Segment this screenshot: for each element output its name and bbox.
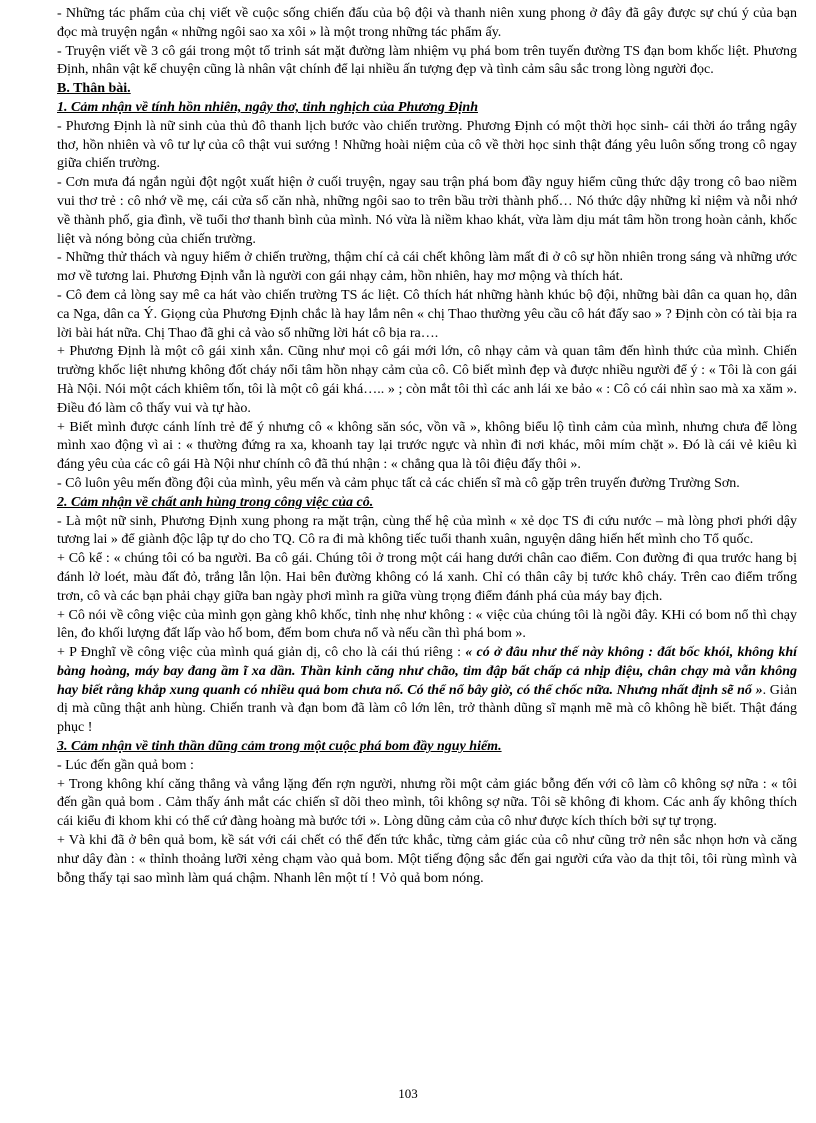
paragraph: - Là một nữ sinh, Phương Định xung phong ra mặt trận, cùng thế hệ của mình « xẻ dọc TS đi cứu nước – mà lòng phơi phới dậy tương lai » để giành độc lập tự do cho TQ. Cô ra đi mà không tiếc tuổi thanh xuân, nguyện dâng hiến hết mình cho Tổ quốc. (57, 513, 797, 548)
paragraph: - Những tác phẩm của chị viết về cuộc sống chiến đấu của bộ đội và thanh niên xung phong ở đây đã gây được sự chú ý của bạn đọc mà truyện ngắn « những ngôi sao xa xôi » là một trong những tác phẩm ấy. (57, 6, 797, 40)
paragraph: - Cô đem cả lòng say mê ca hát vào chiến trường TS ác liệt. Cô thích hát những hành khúc bộ đội, những bài dân ca quan họ, dân ca Nga, dân ca Ý. Giọng của Phương Định chắc là hay lắm nên « chị Thao thường yêu cầu cô hát đấy sao » ? Định còn có tài bịa ra lời bài hát nữa. Chị Thao đã ghi cả vào sổ những lời hát cô bịa ra…. (57, 287, 797, 341)
page-number: 103 (398, 1086, 418, 1101)
paragraph: - Cô luôn yêu mến đồng đội của mình, yêu mến và cảm phục tất cả các chiến sĩ mà cô gặp trên truyến đường Trường Sơn. (57, 475, 740, 491)
paragraph: + Cô kể : « chúng tôi có ba người. Ba cô gái. Chúng tôi ở trong một cái hang dưới chân cao điểm. Con đường đi qua trước hang bị đánh lở loét, màu đất đỏ, trắng lẫn lộn. Hai bên đường không có lá xanh. Chỉ có thân cây bị tước khô cháy. Trên cao điểm trống trơn, cô và các bạn phải chạy giữa ban ngày phơi mình ra giữa vùng trọng điểm đánh phá của máy bay địch. (57, 551, 797, 604)
paragraph: - Phương Định là nữ sinh của thủ đô thanh lịch bước vào chiến trường. Phương Định có một thời học sinh- cái thời áo trắng ngây thơ, hồn nhiên và vô tư lự của cô thật vui sướng ! Những hoài niệm của cô về thời học sinh thật đáng yêu luôn sống trong cô ngay giữa chiến trường. (57, 118, 797, 172)
paragraph: - Truyện viết về 3 cô gái trong một tổ trinh sát mặt đường làm nhiệm vụ phá bom trên tuyến đường TS đạn bom khốc liệt. Phương Định, nhân vật kể chuyện cũng là nhân vật chính để lại nhiều ấn tượng đẹp và tình cảm sâu sắc trong lòng người đọc. (57, 43, 797, 78)
paragraph: - Những thử thách và nguy hiểm ở chiến trường, thậm chí cả cái chết không làm mất đi ở cô sự hồn nhiên trong sáng và những ước mơ về tương lai. Phương Định vẫn là người con gái nhạy cảm, hồn nhiên, hay mơ mộng và thích hát. (57, 250, 797, 285)
subsection-heading: 1. Cảm nhận về tính hồn nhiên, ngây thơ, tinh nghịch của Phương Định (57, 99, 478, 115)
quoted-emphasis: « có ở đâu như thế này không : đất bốc khói, không khí bàng hoàng, máy bay đang ầm ĩ xa dần. Thần kinh căng như chão, tim đập bất chấp cả nhịp điệu, chân chạy mà vẫn không hay biết rằng khắp xung quanh có nhiều quả bom chưa nổ. Có thể nổ bây giờ, có thể chốc nữa. Nhưng nhất định sẽ nổ » (57, 645, 798, 698)
paragraph-tail: . Giản dị mà cũng thật anh hùng. Chiến tranh và đạn bom đã làm cô lớn lên, trở thành dũng sĩ mạnh mẽ mà cô không hề biết. Thật đáng phục ! (57, 682, 797, 736)
paragraph: + Biết mình được cánh lính trẻ để ý nhưng cô « không săn sóc, vồn vã », không biểu lộ tình cảm của mình, nhưng chưa để lòng mình xao động vì ai : « thường đứng ra xa, khoanh tay lại trước ngực và nhìn đi nơi khác, môi mím chặt ». Đó là cái vẻ kiêu kì đáng yêu của các cô gái Hà Nội như chính cô đã thú nhận : « chẳng qua là tôi điệu đấy thôi ». (57, 419, 797, 473)
paragraph: + Trong không khí căng thẳng và vắng lặng đến rợn người, nhưng rồi một cảm giác bỗng đến với cô làm cô không sợ nữa : « tôi đến gần quả bom . Cảm thấy ánh mắt các chiến sĩ dõi theo mình, tôi không sợ nữa. Tôi sẽ không đi khom. Các anh ấy không thích cái kiểu đi khom khi có thể cứ đàng hoàng mà bước tới ». Lòng dũng cảm của cô như được kích thích bởi sự tự trọng. (57, 776, 797, 830)
paragraph: - Lúc đến gần quả bom : (57, 757, 194, 773)
paragraph: + Phương Định là một cô gái xinh xắn. Cũng như mọi cô gái mới lớn, cô nhạy cảm và quan tâm đến hình thức của mình. Chiến trường khốc liệt nhưng không đốt cháy nổi tâm hồn nhạy cảm của cô. Cô biết mình đẹp và được nhiều người để ý : « Tôi là con gái Hà Nội. Nói một cách khiêm tốn, tôi là một cô gái khá….. » ; còn mắt tôi thì các anh lái xe bảo « : Cô có cái nhìn sao mà xa xăm ». Điều đó làm cô thấy vui và tự hào. (57, 344, 797, 416)
subsection-heading: 2. Cảm nhận về chất anh hùng trong công việc của cô. (57, 494, 374, 510)
paragraph: - Cơn mưa đá ngắn ngủi đột ngột xuất hiện ở cuối truyện, ngay sau trận phá bom đầy nguy hiểm cũng thức dậy trong cô bao niềm vui thơ trẻ : cô nhớ về mẹ, cái cửa sổ căn nhà, những ngôi sao to trên bầu trời thành phố… Nó thức dậy những kỉ niệm và nỗi nhớ về thành phố, gia đình, về tuổi thơ thanh bình của mình. Nó vừa là niềm khao khát, vừa làm dịu mát tâm hồn trong hoàn cảnh, khốc liệt và nóng bỏng của chiến trường. (57, 175, 797, 247)
paragraph: + Cô nói về công việc của mình gọn gàng khô khốc, tỉnh nhẹ như không : « việc của chúng tôi là ngồi đây. KHi có bom nổ thì chạy lên, đo khối lượng đất lấp vào hố bom, đếm bom chưa nổ và nếu cần thì phá bom ». (57, 607, 797, 642)
paragraph-lead: + P Đnghĩ về công việc của mình quá giản dị, cô cho là cái thú riêng : (57, 645, 466, 661)
paragraph (57, 644, 797, 738)
body-text (57, 5, 797, 888)
paragraph: + Và khi đã ở bên quả bom, kề sát với cái chết có thể đến tức khắc, từng cảm giác của cô như cũng trở nên sắc nhọn hơn và căng như dây đàn : « thỉnh thoảng lưỡi xẻng chạm vào quả bom. Một tiếng động sắc đến gai người cứa vào da thịt tôi, tôi rùng mình và bỗng thấy tại sao mình làm quá chậm. Nhanh lên một tí ! Vỏ quả bom nóng. (57, 833, 797, 886)
section-title: B. Thân bài. (57, 81, 131, 97)
subsection-heading: 3. Cảm nhận về tinh thần dũng cảm trong một cuộc phá bom đầy nguy hiểm. (57, 739, 502, 755)
